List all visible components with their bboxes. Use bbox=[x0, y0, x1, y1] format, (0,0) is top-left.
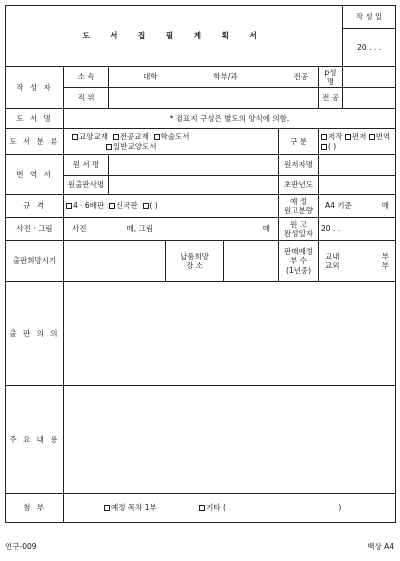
book-name-label: 도 서 명 bbox=[6, 109, 64, 129]
sales-label: 판매예정 부 수 (1년중) bbox=[279, 241, 319, 282]
orig-title-label: 원 서 명 bbox=[64, 155, 109, 176]
name-field[interactable] bbox=[343, 67, 396, 88]
checkbox-icon bbox=[154, 134, 160, 140]
attach-label: 첨 부 bbox=[6, 494, 64, 523]
checkbox-icon bbox=[106, 144, 112, 150]
checkbox-icon bbox=[199, 505, 205, 511]
complete-date-field[interactable]: 20 . . bbox=[319, 218, 396, 241]
orig-author-field[interactable] bbox=[319, 155, 396, 176]
size-option-1[interactable]: 신국판 bbox=[109, 201, 138, 210]
position-field[interactable] bbox=[109, 88, 319, 109]
content-field[interactable] bbox=[64, 386, 396, 494]
size-option-other[interactable]: ( ) bbox=[143, 201, 158, 210]
author-label: 작 성 자 bbox=[6, 67, 64, 109]
form-code: 연구-009 bbox=[5, 542, 37, 551]
attach-item-toc[interactable]: 예정 목차 1부 bbox=[104, 503, 157, 512]
complete-label: 원 고 완성일자 bbox=[279, 218, 319, 241]
pub-time-label: 출판희망시기 bbox=[6, 241, 64, 282]
delivery-field[interactable] bbox=[224, 241, 279, 282]
class-option-0[interactable]: 교양교재 bbox=[72, 132, 108, 141]
content-label: 주 요 내 용 bbox=[6, 386, 64, 494]
manuscript-label: 예 정 원고분량 bbox=[279, 195, 319, 218]
position-label: 직 위 bbox=[64, 88, 109, 109]
attach-item-other[interactable]: 기타 ( bbox=[199, 503, 226, 512]
affiliation-label: 소 속 bbox=[64, 67, 109, 88]
photo-field[interactable]: 사진 매, 그림 매 bbox=[64, 218, 279, 241]
book-name-field[interactable]: * 겉표지 구성은 별도의 양식에 의함. bbox=[64, 109, 396, 129]
checkbox-icon bbox=[143, 203, 149, 209]
date-label: 작 성 일 bbox=[343, 6, 396, 29]
checkbox-icon bbox=[345, 134, 351, 140]
book-writing-plan-form bbox=[5, 5, 396, 523]
first-edition-field[interactable] bbox=[319, 176, 396, 195]
form-title: 도 서 집 필 계 획 서 bbox=[6, 6, 343, 67]
sales-field[interactable]: 교내 부 교외 부 bbox=[319, 241, 396, 282]
pub-time-field[interactable] bbox=[64, 241, 166, 282]
checkbox-icon bbox=[369, 134, 375, 140]
major-label: 전공 bbox=[293, 72, 308, 82]
orig-publisher-label: 원출판사명 bbox=[64, 176, 109, 195]
dept-label: 학부/과 bbox=[213, 72, 238, 82]
book-class-options bbox=[64, 129, 279, 155]
delivery-label: 납품희망 장 소 bbox=[166, 241, 224, 282]
category-option-2[interactable]: 번역 bbox=[369, 132, 391, 141]
checkbox-icon bbox=[113, 134, 119, 140]
category-other: ( ) bbox=[328, 141, 337, 151]
affiliation-field[interactable] bbox=[109, 67, 319, 88]
category-options bbox=[319, 129, 396, 155]
size-label: 규 격 bbox=[6, 195, 64, 218]
orig-title-field[interactable] bbox=[109, 155, 279, 176]
checkbox-icon bbox=[109, 203, 115, 209]
category-option-0[interactable]: 저작 bbox=[321, 132, 343, 141]
class-option-3[interactable]: 일반교양도서 bbox=[106, 142, 156, 151]
first-edition-label: 초판년도 bbox=[279, 176, 319, 195]
class-option-2[interactable]: 학술도서 bbox=[154, 132, 190, 141]
name-label: p성 명 bbox=[319, 67, 343, 88]
field-label: 전 공 bbox=[319, 88, 343, 109]
manuscript-field[interactable]: A4 기준 매 bbox=[319, 195, 396, 218]
checkbox-icon bbox=[72, 134, 78, 140]
paper-spec: 백상 A4 bbox=[367, 542, 394, 551]
attach-close: ) bbox=[338, 503, 342, 513]
book-class-label: 도 서 분 류 bbox=[6, 129, 64, 155]
photo-label: 사진 · 그림 bbox=[6, 218, 64, 241]
category-option-1[interactable]: 편저 bbox=[345, 132, 367, 141]
class-option-1[interactable]: 전공교재 bbox=[113, 132, 149, 141]
checkbox-icon bbox=[104, 505, 110, 511]
attach-field bbox=[64, 494, 396, 523]
category-label: 구 분 bbox=[279, 129, 319, 155]
date-field[interactable]: 20 . . . bbox=[343, 29, 396, 67]
univ-label: 대학 bbox=[143, 72, 158, 82]
orig-author-label: 원저자명 bbox=[279, 155, 319, 176]
checkbox-icon[interactable] bbox=[321, 144, 327, 150]
opinion-label: 출 판 의 의 bbox=[6, 282, 64, 386]
orig-publisher-field[interactable] bbox=[109, 176, 279, 195]
size-options bbox=[64, 195, 279, 218]
translation-label: 번 역 서 bbox=[6, 155, 64, 195]
opinion-field[interactable] bbox=[64, 282, 396, 386]
field-input[interactable] bbox=[343, 88, 396, 109]
checkbox-icon bbox=[321, 134, 327, 140]
size-option-0[interactable]: 4 · 6배판 bbox=[66, 201, 104, 210]
checkbox-icon bbox=[66, 203, 72, 209]
